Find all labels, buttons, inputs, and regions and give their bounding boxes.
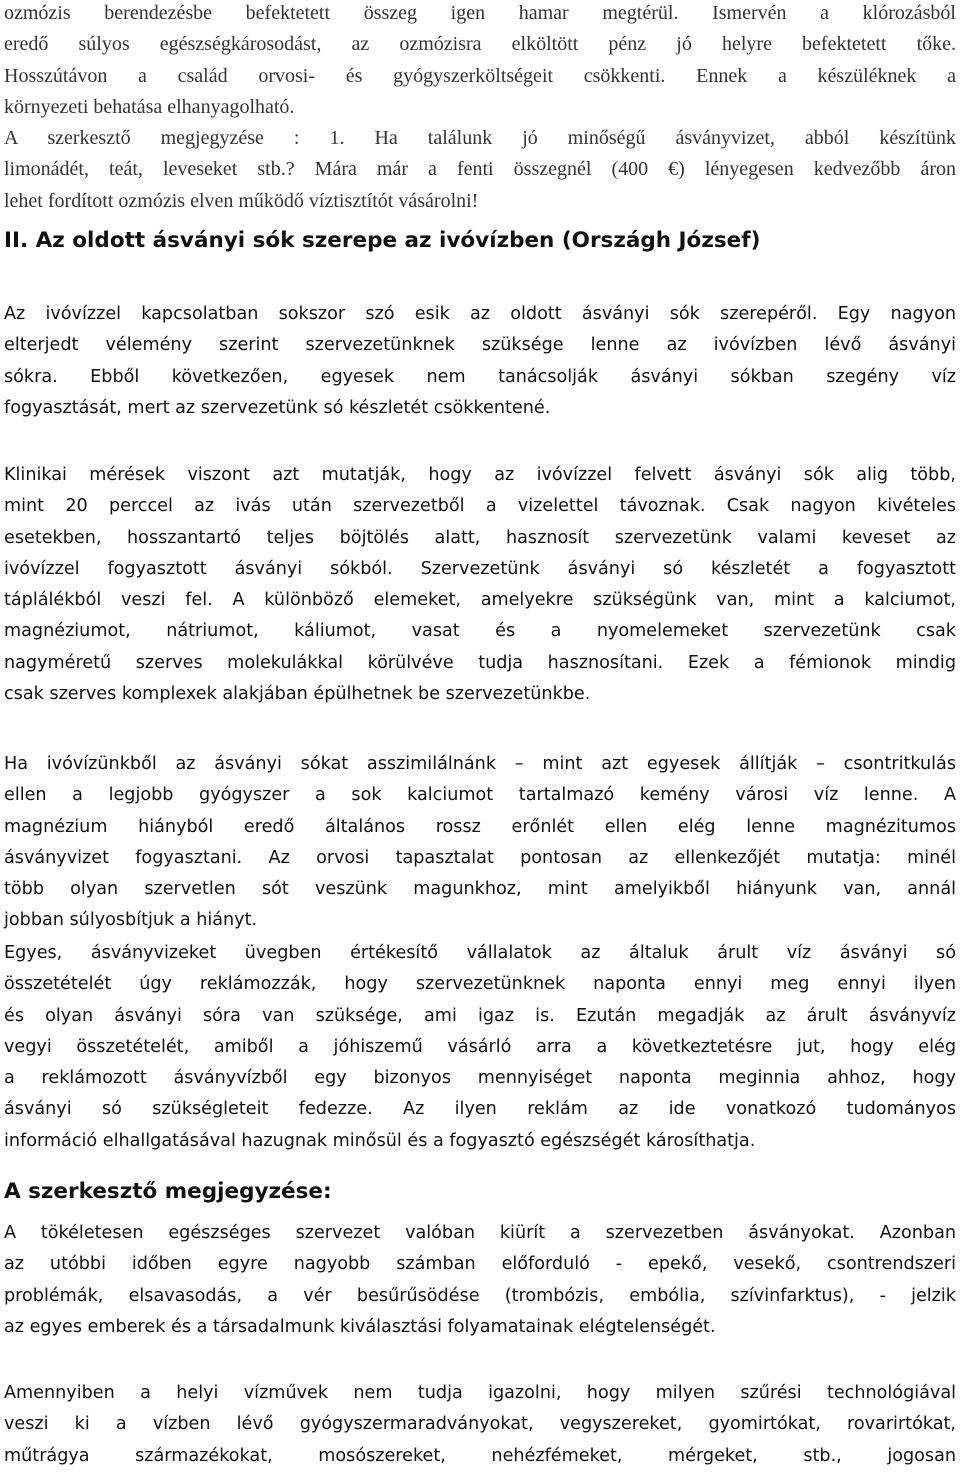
text-line: környezeti behatása elhanyagolható. <box>4 95 295 118</box>
text-line: több olyan szervetlen sót veszünk magunkhoz, mint amelyikből hiányunk van, annál <box>4 879 956 900</box>
text-line: eredő súlyos egészségkárosodást, az ozmózisra elköltött pénz jó helyre befektetett tőke. <box>4 33 956 56</box>
text-line: ásványvizet fogyasztani. Az orvosi tapasztalat pontosan az ellenkezőjét mutatja: minél <box>4 847 956 868</box>
text-line: magnéziumot, nátriumot, káliumot, vasat és a nyomelemeket szervezetünk csak <box>4 621 956 642</box>
editor-heading: A szerkesztő megjegyzése: <box>4 1179 332 1204</box>
text-line: fogyasztását, mert az szervezetünk só készletét csökkentené. <box>4 397 551 418</box>
text-line: műtrágya származékokat, mosószereket, nehézfémeket, mérgeket, stb., jogosan <box>4 1445 956 1466</box>
intro-paragraph <box>4 0 956 123</box>
text-line: magnézium hiányból eredő általános rossz erőnlét ellen elég lenne magnézitumos <box>4 816 956 837</box>
section-heading: II. Az oldott ásványi sók szerepe az ivóvízben (Országh József) <box>4 228 761 253</box>
text-line: sókra. Ebből következően, egyesek nem tanácsolják ásványi sókban szegény víz <box>4 366 956 387</box>
text-line: elterjedt vélemény szerint szervezetünknek szüksége lenne az ivóvízben lévő ásványi <box>4 335 956 356</box>
text-line: problémák, elsavasodás, a vér besűrűsödése (trombózis, embólia, szívinfarktus), - jelzik <box>4 1285 956 1306</box>
text-line: ellen a legjobb gyógyszer a sok kalciumot tartalmazó kemény városi víz lenne. A <box>4 785 956 806</box>
text-line: és olyan ásványi sóra van szüksége, ami igaz is. Ezután megadják az árult ásványvíz <box>4 1005 956 1026</box>
text-line: összetételét úgy reklámozzák, hogy szervezetünknek naponta ennyi meg ennyi ilyen <box>4 974 956 995</box>
text-line: táplálékból veszi fel. A különböző elemeket, amelyekre szükségünk van, mint a kalciumot, <box>4 590 956 611</box>
text-line: Az ivóvízzel kapcsolatban sokszor szó esik az oldott ásványi sók szerepéről. Egy nagyon <box>4 304 956 324</box>
text-line: nagyméretű szerves molekulákkal körülvéve tudja hasznosítani. Ezek a fémionok mindig <box>4 652 956 673</box>
editor-note-paragraph <box>4 123 956 217</box>
text-line: Egyes, ásványvizeket üvegben értékesítő vállalatok az általuk árult víz ásványi só <box>4 943 956 963</box>
text-line: az utóbbi időben egyre nagyobb számban előforduló - epekő, vesekő, csontrendszeri <box>4 1254 956 1275</box>
text-line: csak szerves komplexek alakjában épülhetnek be szervezetünkbe. <box>4 684 591 705</box>
text-line: Klinikai mérések viszont azt mutatják, hogy az ivóvízzel felvett ásványi sók alig több, <box>4 465 956 485</box>
text-line: veszi ki a vízben lévő gyógyszermaradványokat, vegyszereket, gyomirtókat, rovarirtókat, <box>4 1414 956 1435</box>
paragraph-6 <box>4 1378 956 1472</box>
text-line: lehet fordított ozmózis elven működő víztisztítót vásárolni! <box>4 189 479 212</box>
text-line: Ha ivóvízünkből az ásványi sókat asszimilálnánk – mint azt egyesek állítják – csontritkulás <box>4 754 956 774</box>
text-line: vegyi összetételét, amiből a jóhiszemű vásárló arra a következtetésre jut, hogy elég <box>4 1036 956 1057</box>
text-line: az egyes emberek és a társadalmunk kiválasztási folyamatainak elégtelenségét. <box>4 1316 716 1337</box>
text-line: ozmózis berendezésbe befektetett összeg igen hamar megtérül. Ismervén a klórozásból <box>4 2 956 24</box>
text-line: esetekben, hosszantartó teljes böjtölés alatt, hasznosít szervezetünk valami keveset az <box>4 527 956 548</box>
paragraph-5 <box>4 1218 956 1343</box>
paragraph-2 <box>4 460 956 710</box>
paragraph-4 <box>4 938 956 1157</box>
paragraph-3 <box>4 749 956 937</box>
text-line: a reklámozott ásványvízből egy bizonyos mennyiséget naponta meginnia ahhoz, hogy <box>4 1068 956 1089</box>
text-line: A tökéletesen egészséges szervezet valóban kiürít a szervezetben ásványokat. Azonban <box>4 1223 956 1243</box>
text-line: információ elhallgatásával hazugnak minősül és a fogyasztó egészségét károsíthatja. <box>4 1130 756 1151</box>
text-line: ivóvízzel fogyasztott ásványi sókból. Szervezetünk ásványi só készletét a fogyasztott <box>4 558 956 579</box>
text-line: Amennyiben a helyi vízművek nem tudja igazolni, hogy milyen szűrési technológiával <box>4 1383 956 1403</box>
text-line: A szerkesztő megjegyzése : 1. Ha találunk jó minőségű ásványvizet, abból készítünk <box>4 127 956 149</box>
text-line: jobban súlyosbítjuk a hiányt. <box>4 910 258 931</box>
text-line: Hosszútávon a család orvosi- és gyógyszerköltségeit csökkenti. Ennek a készüléknek a <box>4 64 956 87</box>
text-line: mint 20 perccel az ivás után szervezetből a vizelettel távoznak. Csak nagyon kivételes <box>4 496 956 517</box>
paragraph-1 <box>4 299 956 424</box>
text-line: limonádét, teát, leveseket stb.? Mára már a fenti összegnél (400 €) lényegesen kedvezőbb áron <box>4 158 956 181</box>
text-line: ásványi só szükségleteit fedezze. Az ilyen reklám az ide vonatkozó tudományos <box>4 1099 956 1120</box>
